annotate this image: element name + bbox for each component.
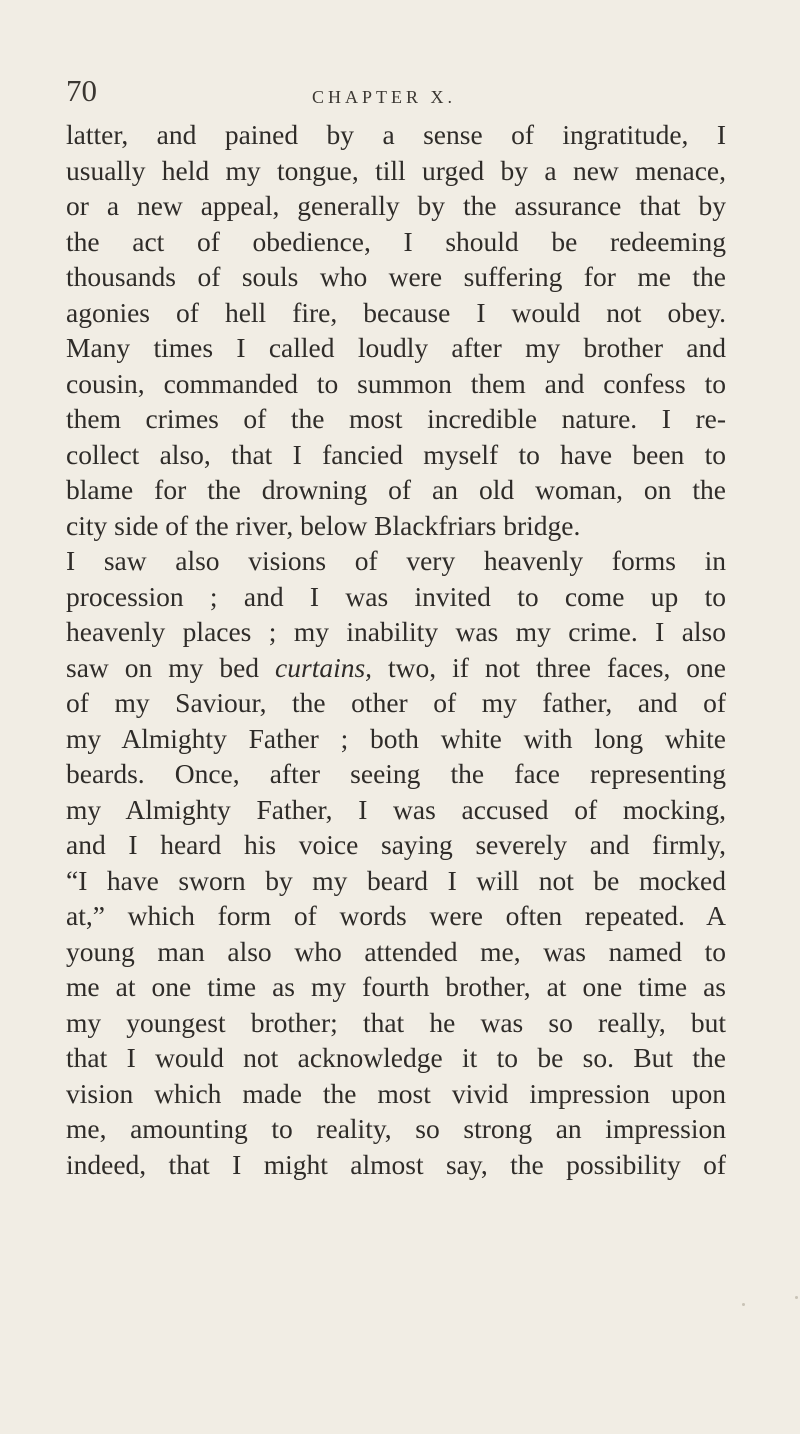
text-line: me, amounting to reality, so strong an impression [66, 1113, 726, 1144]
text-line: young man also who attended me, was named to [66, 935, 726, 967]
text-line: usually held my tongue, till urged by a new menace, [66, 154, 726, 186]
text-line: me at one time as my fourth brother, at one time as [66, 971, 726, 1002]
page-number: 70 [66, 73, 97, 108]
paper-speck [742, 1303, 745, 1306]
text-line: my youngest brother; that he was so really, but [66, 1006, 726, 1038]
paper-speck [795, 1296, 798, 1299]
chapter-heading: CHAPTER X. [312, 87, 457, 107]
text-line: thousands of souls who were suffering for me the [66, 261, 726, 292]
text-line: of my Saviour, the other of my father, and of [66, 687, 726, 718]
text-segment: two, if not three faces, one [388, 651, 726, 683]
text-line: cousin, commanded to summon them and confess to [66, 367, 726, 399]
text-segment: saw on my bed [66, 651, 260, 683]
text-line: procession ; and I was invited to come up to [66, 580, 726, 612]
text-line: them crimes of the most incredible nature. I re- [66, 403, 726, 434]
running-head [66, 74, 726, 114]
italic-word: curtains, [275, 651, 373, 683]
text-line: heavenly places ; my inability was my crime. I also [66, 616, 726, 647]
text-line: and I heard his voice saying severely and firmly, [66, 829, 726, 860]
text-line-mixed [66, 650, 726, 686]
text-line: at,” which form of words were often repeated. A [66, 900, 726, 931]
text-line: indeed, that I might almost say, the possibility of [66, 1148, 726, 1180]
text-line: I saw also visions of very heavenly forms in [66, 545, 726, 576]
text-line: collect also, that I fancied myself to have been to [66, 438, 726, 470]
text-line: the act of obedience, I should be redeeming [66, 225, 726, 257]
text-line: or a new appeal, generally by the assurance that by [66, 190, 726, 221]
text-line: my Almighty Father ; both white with long white [66, 722, 726, 754]
text-line: vision which made the most vivid impression upon [66, 1077, 726, 1109]
text-line: latter, and pained by a sense of ingratitude, I [66, 119, 726, 150]
text-line: my Almighty Father, I was accused of mocking, [66, 793, 726, 825]
text-line: blame for the drowning of an old woman, on the [66, 474, 726, 505]
text-line: that I would not acknowledge it to be so. But the [66, 1042, 726, 1073]
body-text [66, 117, 726, 1182]
text-line: beards. Once, after seeing the face representing [66, 758, 726, 789]
text-line: agonies of hell fire, because I would not obey. [66, 296, 726, 328]
text-line: “I have sworn by my beard I will not be mocked [66, 864, 726, 896]
text-line: Many times I called loudly after my brother and [66, 332, 726, 363]
text-line: city side of the river, below Blackfriars bridge. [66, 509, 581, 541]
